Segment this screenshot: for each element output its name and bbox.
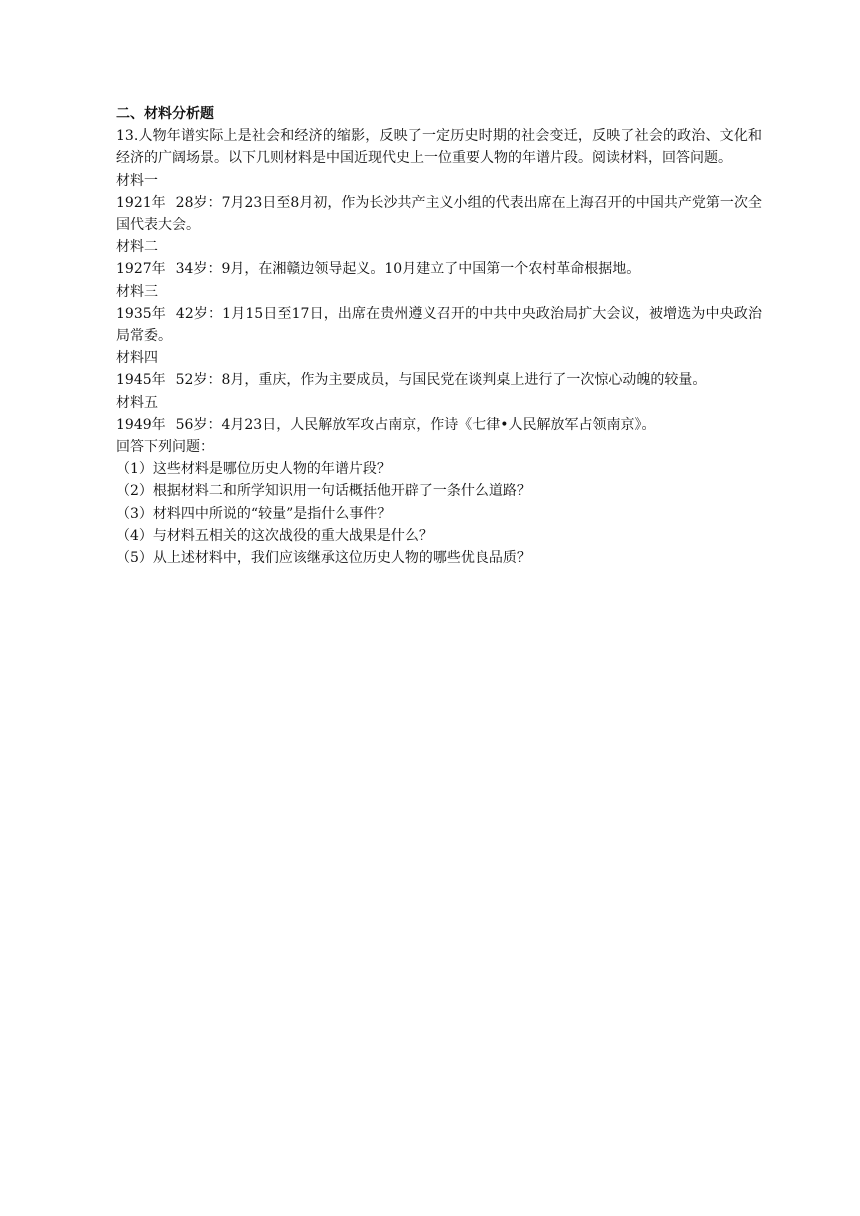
question-item: （5）从上述材料中，我们应该继承这位历史人物的哪些优良品质？ (116, 550, 531, 567)
question-list (116, 458, 762, 569)
material-text: 7月23日至8月初，作为长沙共产主义小组的代表出席在上海召开的中国共产党第一次全国代表大会。 (116, 194, 762, 234)
material-label: 材料三 (116, 283, 158, 300)
material-1 (116, 170, 762, 237)
material-year: 1945年 (116, 372, 166, 389)
material-entry (116, 303, 762, 347)
question-item: （3）材料四中所说的“较量”是指什么事件？ (116, 505, 392, 522)
material-label: 材料四 (116, 350, 158, 367)
material-year: 1927年 (116, 261, 166, 278)
material-entry (116, 414, 762, 436)
material-3 (116, 281, 762, 348)
material-entry (116, 369, 762, 391)
material-5 (116, 392, 762, 436)
material-age: 56岁： (175, 416, 222, 433)
answer-prompt: 回答下列问题： (116, 439, 214, 456)
material-2 (116, 236, 762, 280)
question-item: （2）根据材料二和所学知识用一句话概括他开辟了一条什么道路？ (116, 483, 531, 500)
question-item: （1）这些材料是哪位历史人物的年谱片段？ (116, 461, 391, 478)
material-label: 材料一 (116, 172, 158, 189)
material-year: 1949年 (116, 416, 166, 433)
material-text: 1月15日至17日，出席在贵州遵义召开的中共中央政治局扩大会议，被增选为中央政治局常委。 (116, 305, 762, 345)
material-text: 9月，在湘赣边领导起义。10月建立了中国第一个农村革命根据地。 (221, 261, 641, 278)
material-year: 1935年 (116, 305, 166, 322)
question-intro: 13.人物年谱实际上是社会和经济的缩影，反映了一定历史时期的社会变迁，反映了社会的政治、文化和经济的广阔场景。以下几则材料是中国近现代史上一位重要人物的年谱片段。阅读材料，回答问题。 (116, 128, 762, 167)
material-age: 34岁： (175, 261, 222, 278)
material-label: 材料二 (116, 239, 158, 256)
material-age: 52岁： (175, 372, 222, 389)
section-heading: 二、材料分析题 (116, 106, 214, 122)
question-item: （4）与材料五相关的这次战役的重大战果是什么？ (116, 527, 433, 544)
material-entry (116, 258, 762, 280)
material-entry (116, 192, 762, 236)
material-text: 4月23日，人民解放军攻占南京，作诗《七律•人民解放军占领南京》。 (221, 416, 656, 433)
material-age: 28岁： (175, 194, 222, 211)
material-text: 8月，重庆，作为主要成员，与国民党在谈判桌上进行了一次惊心动魄的较量。 (221, 372, 707, 389)
material-label: 材料五 (116, 394, 158, 411)
material-4 (116, 347, 762, 391)
document-page (116, 103, 762, 569)
material-age: 42岁： (175, 305, 223, 322)
material-year: 1921年 (116, 194, 166, 211)
